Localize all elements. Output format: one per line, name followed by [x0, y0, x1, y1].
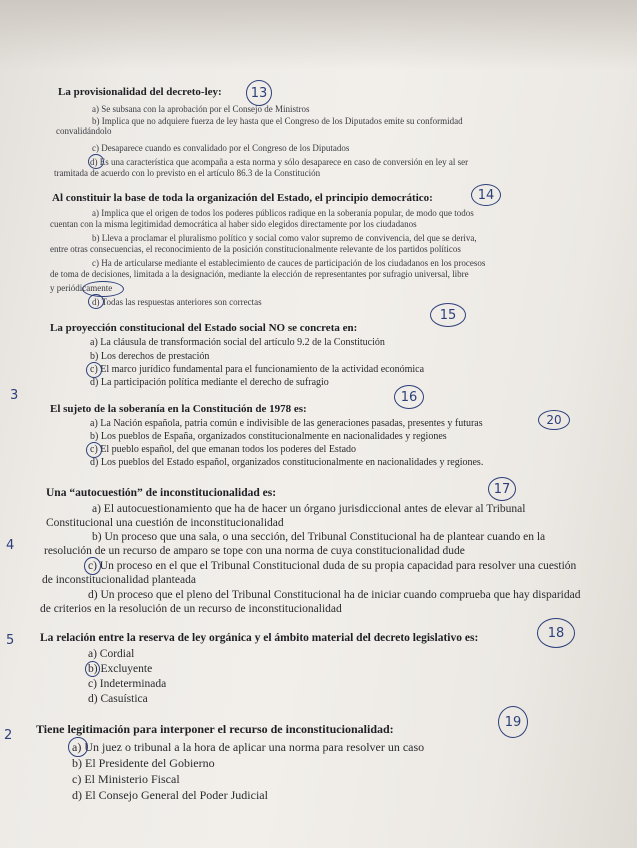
- option-a: a) La Nación española, patria común e indivisible de las generaciones pasadas, presentes y futuras: [90, 418, 483, 429]
- option-d-cont: de criterios en la resolución de un recurso de inconstitucionalidad: [40, 603, 342, 615]
- margin-mark: 4: [6, 538, 15, 553]
- question-title: La proyección constitucional del Estado social NO se concreta en:: [50, 322, 358, 334]
- option-b: b) Lleva a proclamar el pluralismo político y social como valor supremo de convivencia, del que se deriva,: [92, 233, 477, 243]
- option-c-cont2: y periódicamente: [50, 283, 113, 293]
- answer-circle: [68, 737, 88, 757]
- option-d: d) Un proceso que el pleno del Tribunal Constitucional ha de iniciar cuando comprueba que hay disparidad: [88, 589, 581, 601]
- question-number-circle: 14: [471, 184, 501, 206]
- option-c: c) Desaparece cuando es convalidado por el Congreso de los Diputados: [92, 143, 350, 153]
- question-number-circle: 15: [430, 303, 466, 327]
- question-number-circle: 17: [488, 477, 516, 501]
- question-title: Al constituir la base de toda la organización del Estado, el principio democrático:: [52, 192, 433, 204]
- option-d: d) Todas las respuestas anteriores son correctas: [92, 297, 262, 307]
- margin-mark: 5: [6, 633, 15, 648]
- option-c: c) El Ministerio Fiscal: [72, 772, 180, 786]
- question-title: Una “autocuestión” de inconstitucionalidad es:: [46, 487, 277, 499]
- option-d: d) Es una característica que acompaña a esta norma y sólo desaparece en caso de conversión en ley al ser: [90, 157, 469, 167]
- option-d: d) Casuística: [88, 693, 148, 705]
- option-a-cont: Constitucional una cuestión de inconstitucionalidad: [46, 517, 284, 529]
- question-number-circle: 16: [394, 385, 424, 409]
- answer-circle: [84, 557, 101, 575]
- answer-circle: [88, 294, 104, 309]
- option-a: a) El autocuestionamiento que ha de hacer un órgano jurisdiccional antes de elevar al Tribunal: [92, 503, 526, 515]
- option-d: d) Los pueblos del Estado español, organizados constitucionalmente en nacionalidades y regiones.: [90, 457, 484, 468]
- question-number-circle: 18: [537, 618, 575, 648]
- margin-note-circle: 20: [538, 410, 570, 430]
- question-title: El sujeto de la soberanía en la Constitución de 1978 es:: [50, 403, 307, 415]
- option-c: c) El pueblo español, del que emanan todos los poderes del Estado: [90, 444, 357, 455]
- option-d-cont: tramitada de acuerdo con lo previsto en el artículo 86.3 de la Constitución: [54, 168, 321, 178]
- answer-circle: [85, 661, 100, 677]
- answer-scribble: [82, 281, 124, 297]
- option-b: b) Excluyente: [88, 663, 153, 675]
- margin-mark: 2: [4, 728, 13, 743]
- option-b-cont: resolución de un recurso de amparo se tope con una norma de cuya constitucionalidad dude: [44, 545, 465, 557]
- option-d: d) El Consejo General del Poder Judicial: [72, 788, 268, 802]
- question-number-circle: 13: [246, 80, 272, 106]
- option-a: a) Cordial: [88, 648, 135, 660]
- option-d: d) La participación política mediante el derecho de sufragio: [90, 377, 329, 388]
- margin-mark: 3: [10, 388, 19, 403]
- question-title: La provisionalidad del decreto-ley:: [58, 86, 222, 98]
- option-b-cont: convalidándolo: [56, 126, 112, 136]
- option-a: a) Se subsana con la aprobación por el Consejo de Ministros: [92, 104, 310, 114]
- option-c: c) El marco jurídico fundamental para el funcionamiento de la actividad económica: [90, 364, 425, 375]
- question-title: Tiene legitimación para interponer el recurso de inconstitucionalidad:: [36, 722, 394, 736]
- answer-circle: [86, 362, 102, 378]
- option-b: b) Implica que no adquiere fuerza de ley hasta que el Congreso de los Diputados emite su conformidad: [92, 116, 463, 126]
- option-a: a) Un juez o tribunal a la hora de aplicar una norma para resolver un caso: [72, 740, 425, 754]
- question-title: La relación entre la reserva de ley orgánica y el ámbito material del decreto legislativo es:: [40, 632, 479, 644]
- option-c-cont: de toma de decisiones, limitada a la designación, mediante la elección de representantes por sufragio universal, libre: [50, 269, 469, 279]
- option-b-cont: entre otras consecuencias, el reconocimiento de la posición constitucionalmente relevante de los partidos políticos: [50, 244, 461, 254]
- option-b: b) Los pueblos de España, organizados constitucionalmente en nacionalidades y regiones: [90, 431, 447, 442]
- option-b: b) El Presidente del Gobierno: [72, 756, 215, 770]
- option-c: c) Indeterminada: [88, 678, 167, 690]
- page-shadow: [0, 0, 637, 70]
- option-b: b) Los derechos de prestación: [90, 351, 210, 362]
- option-c: c) Ha de articularse mediante el establecimiento de cauces de participación de los ciudadanos en los procesos: [92, 258, 486, 268]
- option-a: a) La cláusula de transformación social del artículo 9.2 de la Constitución: [90, 337, 385, 348]
- option-c: c) Un proceso en el que el Tribunal Constitucional duda de su propia capacidad para resolver una cuestión: [88, 560, 577, 572]
- option-a-cont: cuentan con la misma legitimidad democrática al haber sido elegidos directamente por los ciudadanos: [50, 219, 417, 229]
- question-number-circle: 19: [498, 706, 528, 738]
- option-c-cont: de inconstitucionalidad planteada: [42, 574, 196, 586]
- option-a: a) Implica que el origen de todos los poderes públicos radique en la soberanía popular, de modo que todos: [92, 208, 474, 218]
- answer-circle: [86, 442, 102, 458]
- option-b: b) Un proceso que una sala, o una sección, del Tribunal Constitucional ha de plantear cuando en la: [92, 531, 546, 543]
